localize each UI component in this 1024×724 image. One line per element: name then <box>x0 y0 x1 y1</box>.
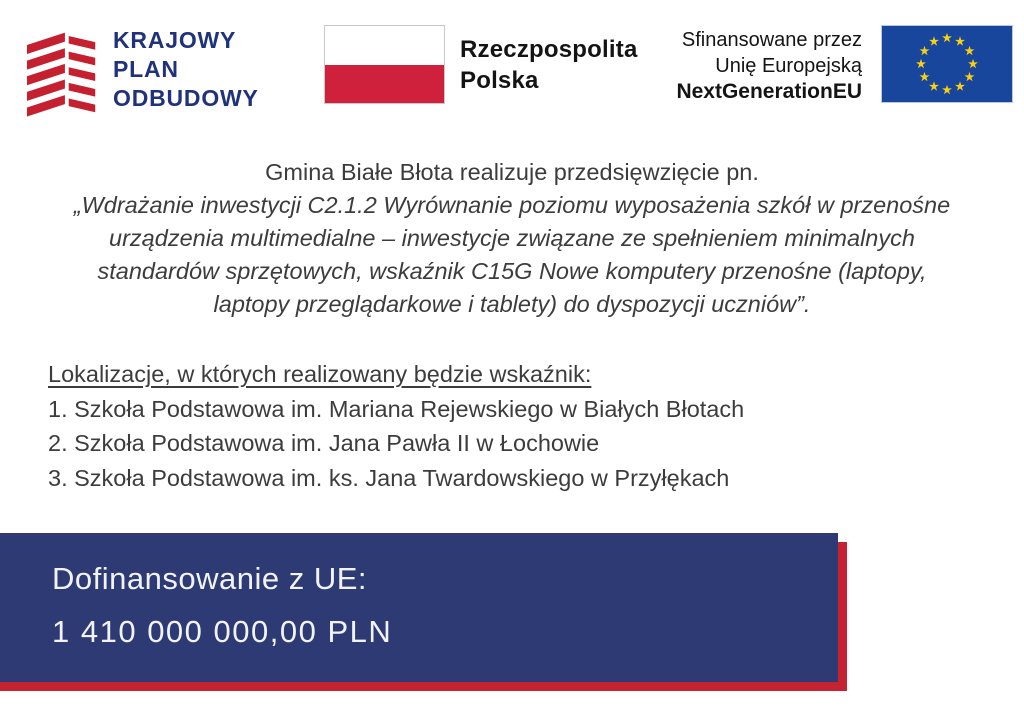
eu-caption-line-1: Sfinansowane przez <box>681 29 862 51</box>
eu-program-name: NextGenerationEU <box>676 80 862 103</box>
eu-caption-line-2: Unię Europejską <box>715 55 862 77</box>
project-title-line-2: urządzenia multimedialne – inwestycje związane ze spełnieniem minimalnych <box>109 225 915 251</box>
location-item-2: 2. Szkoła Podstawowa im. Jana Pawła II w Łochowie <box>48 430 600 456</box>
poland-name-line-2: Polska <box>460 67 539 94</box>
locations-list <box>48 357 744 495</box>
poland-flag-red-stripe <box>325 65 444 104</box>
kpo-title-line-1: KRAJOWY <box>113 27 237 53</box>
funding-amount: 1 410 000 000,00 PLN <box>52 614 393 649</box>
locations-heading: Lokalizacje, w których realizowany będzie wskaźnik: <box>48 361 592 387</box>
poland-name-line-1: Rzeczpospolita <box>460 36 638 63</box>
project-description <box>62 156 962 321</box>
funding-label: Dofinansowanie z UE: <box>52 561 367 596</box>
project-title-line-4: laptopy przeglądarkowe i tablety) do dyspozycji uczniów”. <box>213 291 811 317</box>
project-title-line-1: „Wdrażanie inwestycji C2.1.2 Wyrównanie poziomu wyposażenia szkół w przenośne <box>73 192 951 218</box>
kpo-title-line-2: PLAN <box>113 56 179 82</box>
kpo-building-icon <box>27 26 99 117</box>
location-item-3: 3. Szkoła Podstawowa im. ks. Jana Twardowskiego w Przyłękach <box>48 464 730 491</box>
eu-funding-caption <box>542 27 862 105</box>
poland-flag-icon <box>324 25 445 104</box>
eu-flag-icon <box>881 25 1013 103</box>
funding-banner <box>0 533 838 682</box>
kpo-title-line-3: ODBUDOWY <box>113 85 259 111</box>
location-item-1: 1. Szkoła Podstawowa im. Mariana Rejewskiego w Białych Błotach <box>48 395 745 422</box>
project-title-line-3: standardów sprzętowych, wskaźnik C15G Nowe komputery przenośne (laptopy, <box>97 258 927 284</box>
project-intro-line: Gmina Białe Błota realizuje przedsięwzięcie pn. <box>265 159 759 185</box>
kpo-title <box>113 26 259 113</box>
poland-flag-white-stripe <box>325 26 444 65</box>
